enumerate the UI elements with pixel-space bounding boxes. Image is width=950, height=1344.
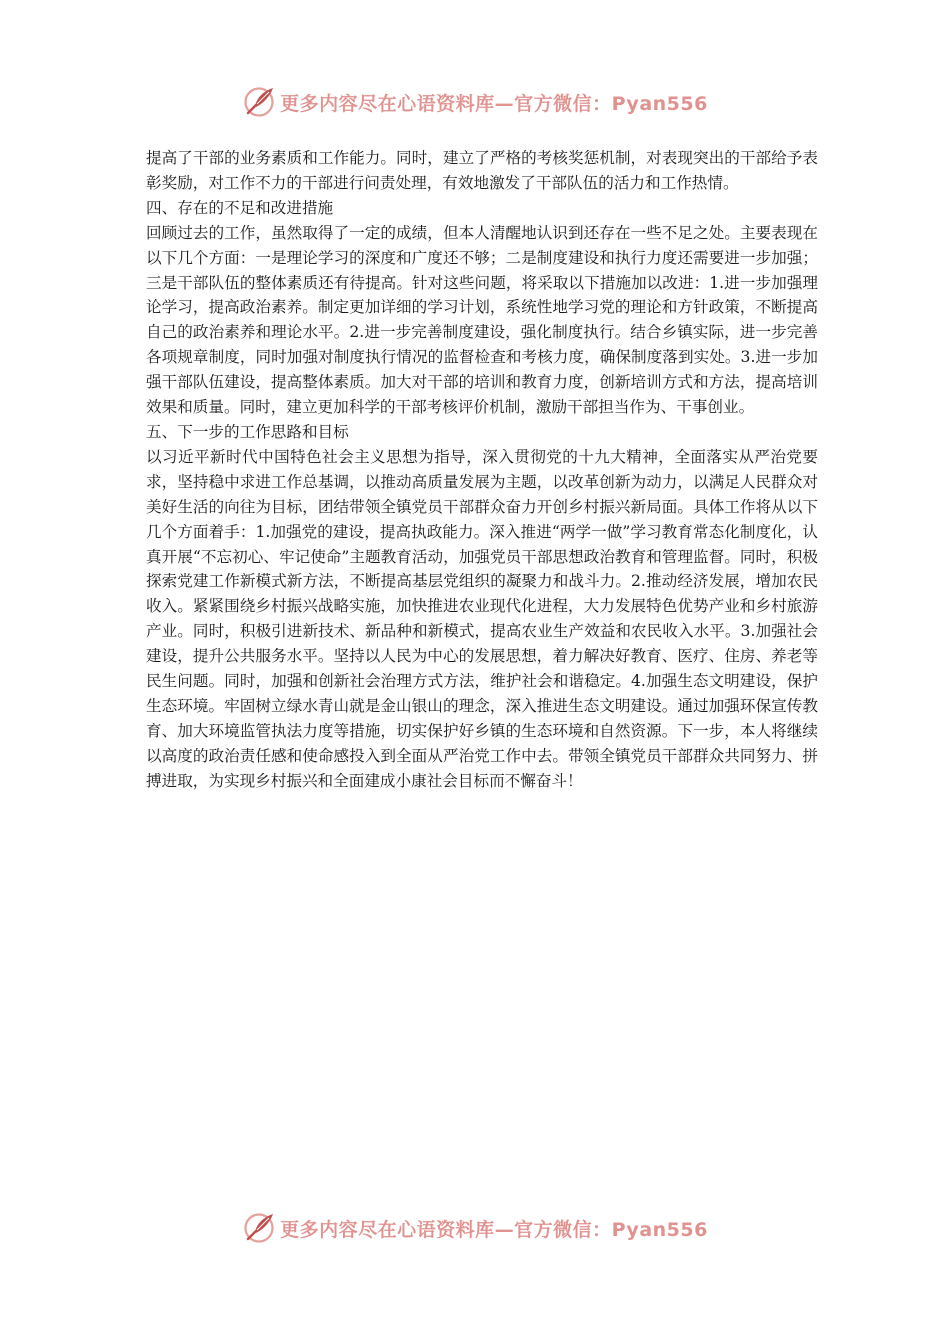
section-heading-4: 四、存在的不足和改进措施 xyxy=(146,198,334,217)
header-banner xyxy=(0,82,950,122)
quill-pen-logo-icon xyxy=(242,85,276,119)
footer-banner-text: 更多内容尽在心语资料库—官方微信：Pyan556 xyxy=(280,1218,708,1241)
paragraph-section-5: 以习近平新时代中国特色社会主义思想为指导，深入贯彻党的十九大精神，全面落实从严治党要求，坚持稳中求进工作总基调，以推动高质量发展为主题，以改革创新为动力，以满足人民群众对美好生活的向往为目标，团结带领全镇党员干部群众奋力开创乡村振兴新局面。具体工作将从以下几个方面着手：1.加强党的建设，提高执政能力。深入推进“两学一做”学习教育常态化制度化，认真开展“不忘初心、牢记使命”主题教育活动，加强党员干部思想政治教育和管理监督。同时，积极探索党建工作新模式新方法，不断提高基层党组织的凝聚力和战斗力。2.推动经济发展，增加农民收入。紧紧围绕乡村振兴战略实施，加快推进农业现代化进程，大力发展特色优势产业和乡村旅游产业。同时，积极引进新技术、新品种和新模式，提高农业生产效益和农民收入水平。3.加强社会建设，提升公共服务水平。坚持以人民为中心的发展思想，着力解决好教育、医疗、住房、养老等民生问题。同时，加强和创新社会治理方式方法，维护社会和谐稳定。4.加强生态文明建设，保护生态环境。牢固树立绿水青山就是金山银山的理念，深入推进生态文明建设。通过加强环保宣传教育、加大环境监管执法力度等措施，切实保护好乡镇的生态环境和自然资源。下一步，本人将继续以高度的政治责任感和使命感投入到全面从严治党工作中去。带领全镇党员干部群众共同努力、拼搏进取，为实现乡村振兴和全面建成小康社会目标而不懈奋斗！ xyxy=(146,447,818,790)
document-body xyxy=(146,146,818,794)
section-heading-5: 五、下一步的工作思路和目标 xyxy=(146,422,349,441)
header-banner-text: 更多内容尽在心语资料库—官方微信：Pyan556 xyxy=(280,92,708,115)
footer-banner xyxy=(0,1208,950,1248)
quill-pen-logo-icon xyxy=(242,1211,276,1245)
paragraph-section-4: 回顾过去的工作，虽然取得了一定的成绩，但本人清醒地认识到还存在一些不足之处。主要表现在以下几个方面：一是理论学习的深度和广度还不够；二是制度建设和执行力度还需要进一步加强；三是干部队伍的整体素质还有待提高。针对这些问题，将采取以下措施加以改进：1.进一步加强理论学习，提高政治素养。制定更加详细的学习计划，系统性地学习党的理论和方针政策，不断提高自己的政治素养和理论水平。2.进一步完善制度建设，强化制度执行。结合乡镇实际，进一步完善各项规章制度，同时加强对制度执行情况的监督检查和考核力度，确保制度落到实处。3.进一步加强干部队伍建设，提高整体素质。加大对干部的培训和教育力度，创新培训方式和方法，提高培训效果和质量。同时，建立更加科学的干部考核评价机制，激励干部担当作为、干事创业。 xyxy=(146,223,818,417)
paragraph-intro: 提高了干部的业务素质和工作能力。同时，建立了严格的考核奖惩机制，对表现突出的干部给予表彰奖励，对工作不力的干部进行问责处理，有效地激发了干部队伍的活力和工作热情。 xyxy=(146,149,818,192)
